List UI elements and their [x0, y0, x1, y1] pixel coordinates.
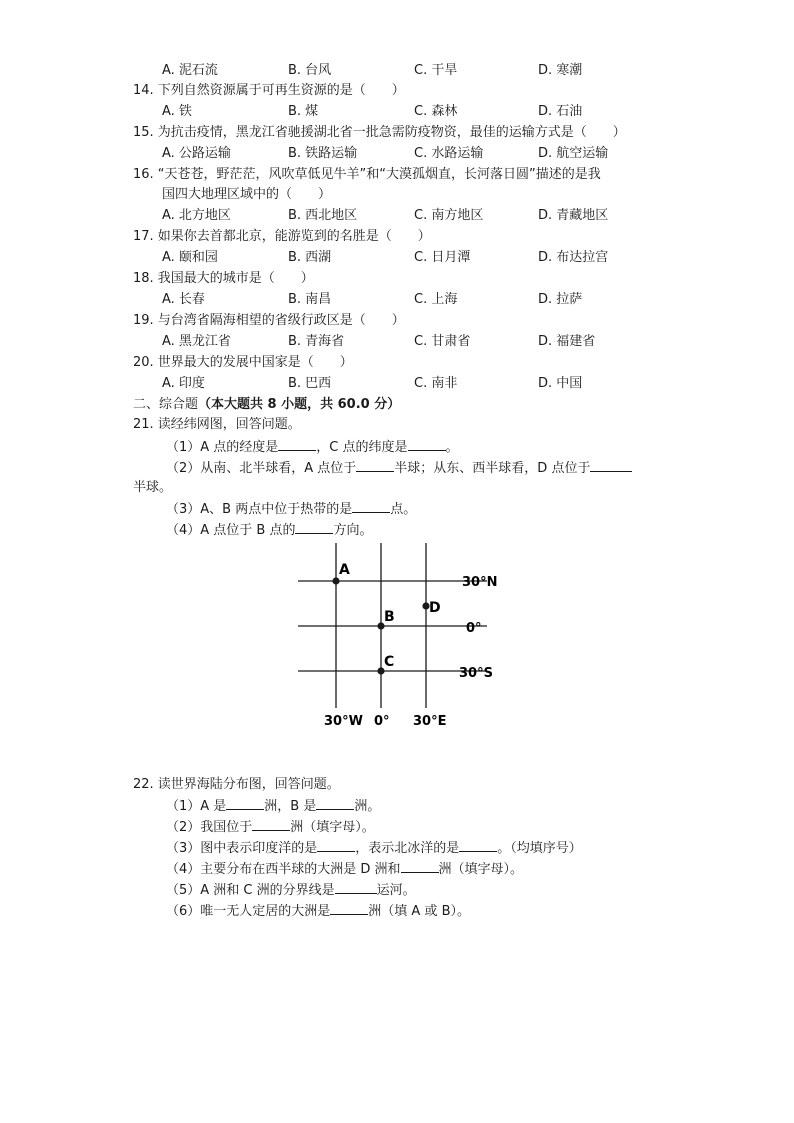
q17-option-a[interactable]: A. 颐和园: [162, 250, 218, 265]
q22-sub4: [166, 860, 523, 878]
q22-sub1-part1: （1）A 是: [166, 799, 227, 814]
q15-text: 15. 为抗击疫情，黑龙江省驰援湖北省一批急需防疫物资，最佳的运输方式是（ ）: [133, 125, 626, 140]
q16-option-c[interactable]: C. 南方地区: [414, 208, 484, 223]
q18-option-d[interactable]: D. 拉萨: [538, 292, 583, 307]
q22-sub5: [166, 881, 416, 899]
q21-sub2-part2: 半球；从东、西半球看，D 点位于: [394, 461, 591, 476]
point-c-label: C: [384, 654, 395, 670]
section-2-heading: [133, 397, 400, 413]
q21-sub2-part1: （2）从南、北半球看，A 点位于: [166, 461, 357, 476]
q15-options: [162, 146, 682, 162]
lat-label-30s: 30°S: [459, 666, 493, 681]
q22-answer-western-continent[interactable]: [401, 860, 439, 873]
lon-label-prime: 0°: [374, 714, 390, 729]
q13-option-a[interactable]: A. 泥石流: [162, 63, 218, 78]
q22-sub3-part1: （3）图中表示印度洋的是: [166, 841, 318, 856]
q21-sub2: [166, 459, 632, 477]
q22-sub1-part2: 洲，B 是: [264, 799, 317, 814]
q13-option-b[interactable]: B. 台风: [288, 63, 332, 78]
q19-option-a[interactable]: A. 黑龙江省: [162, 334, 231, 349]
q22-sub4-part2: 洲（填字母）。: [438, 862, 524, 877]
q20-text: 20. 世界最大的发展中国家是（ ）: [133, 355, 353, 370]
q17-text: 17. 如果你去首都北京，能游览到的名胜是（ ）: [133, 229, 431, 244]
point-a-marker: [332, 577, 339, 584]
q22-sub1-part3: 洲。: [354, 799, 381, 814]
lon-label-30e: 30°E: [413, 714, 447, 729]
q21-sub3-part1: （3）A、B 两点中位于热带的是: [166, 502, 353, 517]
q14-text: 14. 下列自然资源属于可再生资源的是（ ）: [133, 83, 405, 98]
q22-sub2: [166, 818, 375, 836]
q22-sub2-part2: 洲（填字母）。: [290, 820, 375, 835]
q22-sub3: [166, 839, 582, 857]
q13-option-c[interactable]: C. 干旱: [414, 63, 458, 78]
q20-option-b[interactable]: B. 巴西: [288, 376, 332, 391]
q21-sub4: [166, 521, 373, 539]
q18-options: [162, 292, 682, 308]
q22-answer-uninhabited-continent[interactable]: [330, 902, 368, 915]
q21-answer-a-longitude[interactable]: [278, 438, 316, 451]
q15-option-a[interactable]: A. 公路运输: [162, 146, 231, 161]
q16-option-a[interactable]: A. 北方地区: [162, 208, 231, 223]
q13-options: [162, 63, 682, 79]
q22-sub6: [166, 902, 470, 920]
q17-option-c[interactable]: C. 日月潭: [414, 250, 471, 265]
q20-option-c[interactable]: C. 南非: [414, 376, 458, 391]
q22-sub1: [166, 797, 380, 815]
q22-sub6-part2: 洲（填 A 或 B）。: [368, 904, 470, 919]
q19-option-b[interactable]: B. 青海省: [288, 334, 345, 349]
q21-sub4-part2: 方向。: [333, 523, 373, 538]
q21-answer-a-hemisphere[interactable]: [356, 459, 394, 472]
q21-answer-c-latitude[interactable]: [408, 438, 446, 451]
q14-option-d[interactable]: D. 石油: [538, 104, 583, 119]
q21-sub4-part1: （4）A 点位于 B 点的: [166, 523, 296, 538]
lat-long-grid-figure: [292, 540, 512, 740]
q21-sub3-part2: 点。: [390, 502, 417, 517]
q22-sub5-part2: 运河。: [376, 883, 416, 898]
q18-option-b[interactable]: B. 南昌: [288, 292, 332, 307]
q22-title: 22. 读世界海陆分布图，回答问题。: [133, 777, 340, 792]
q19-options: [162, 334, 682, 350]
q21-answer-d-hemisphere[interactable]: [590, 459, 632, 472]
q20-option-d[interactable]: D. 中国: [538, 376, 583, 391]
q14-option-a[interactable]: A. 铁: [162, 104, 192, 119]
q21-answer-direction[interactable]: [295, 521, 333, 534]
q21-sub1-part1: （1）A 点的经度是: [166, 440, 279, 455]
q22-answer-arctic-ocean[interactable]: [459, 839, 497, 852]
q22-sub3-part2: ，表示北冰洋的是: [355, 841, 460, 856]
q13-option-d[interactable]: D. 寒潮: [538, 63, 583, 78]
q22-answer-b-continent[interactable]: [316, 797, 354, 810]
q19-text: 19. 与台湾省隔海相望的省级行政区是（ ）: [133, 313, 405, 328]
q14-option-c[interactable]: C. 森林: [414, 104, 458, 119]
q15-option-d[interactable]: D. 航空运输: [538, 146, 609, 161]
q22-answer-canal[interactable]: [335, 881, 377, 894]
q22-answer-china-continent[interactable]: [252, 818, 290, 831]
q22-sub6-part1: （6）唯一无人定居的大洲是: [166, 904, 331, 919]
q21-sub3: [166, 500, 416, 518]
point-a-label: A: [339, 562, 350, 578]
q18-option-c[interactable]: C. 上海: [414, 292, 458, 307]
q17-option-d[interactable]: D. 布达拉宫: [538, 250, 609, 265]
q21-sub1-part2: ，C 点的纬度是: [316, 440, 408, 455]
q16-text-line2: 国四大地理区域中的（ ）: [162, 187, 332, 202]
q18-text: 18. 我国最大的城市是（ ）: [133, 271, 314, 286]
q22-sub2-part1: （2）我国位于: [166, 820, 253, 835]
q21-sub1: [166, 438, 459, 456]
section-2-detail: （本大题共 8 小题，共 60.0 分）: [198, 397, 401, 412]
q22-answer-a-continent[interactable]: [226, 797, 264, 810]
q16-option-b[interactable]: B. 西北地区: [288, 208, 358, 223]
q20-options: [162, 376, 682, 392]
q22-sub5-part1: （5）A 洲和 C 洲的分界线是: [166, 883, 335, 898]
lon-label-30w: 30°W: [324, 714, 363, 729]
section-2-title: 二、综合题: [133, 397, 199, 412]
q19-option-c[interactable]: C. 甘肃省: [414, 334, 471, 349]
q17-options: [162, 250, 682, 266]
q16-text-line1: 16. “天苍苍，野茫茫，风吹草低见牛羊”和“大漠孤烟直，长河落日圆”描述的是我: [133, 167, 601, 182]
q21-sub1-part3: 。: [445, 440, 459, 455]
point-d-label: D: [429, 600, 441, 616]
q17-option-b[interactable]: B. 西湖: [288, 250, 332, 265]
q15-option-b[interactable]: B. 铁路运输: [288, 146, 358, 161]
q22-sub3-part3: 。（均填序号）: [497, 841, 582, 856]
q21-title: 21. 读经纬网图，回答问题。: [133, 417, 301, 432]
q15-option-c[interactable]: C. 水路运输: [414, 146, 484, 161]
q19-option-d[interactable]: D. 福建省: [538, 334, 596, 349]
q22-answer-indian-ocean[interactable]: [317, 839, 355, 852]
point-b-label: B: [384, 609, 395, 625]
q22-sub4-part1: （4）主要分布在西半球的大洲是 D 洲和: [166, 862, 401, 877]
q18-option-a[interactable]: A. 长春: [162, 292, 205, 307]
lat-label-equator: 0°: [466, 621, 482, 636]
q16-options: [162, 208, 682, 224]
q21-sub2-cont: 半球。: [133, 480, 173, 495]
q14-options: [162, 104, 682, 120]
q14-option-b[interactable]: B. 煤: [288, 104, 319, 119]
lat-label-30n: 30°N: [462, 575, 498, 590]
q20-option-a[interactable]: A. 印度: [162, 376, 205, 391]
q21-answer-tropics[interactable]: [352, 500, 390, 513]
q16-option-d[interactable]: D. 青藏地区: [538, 208, 609, 223]
